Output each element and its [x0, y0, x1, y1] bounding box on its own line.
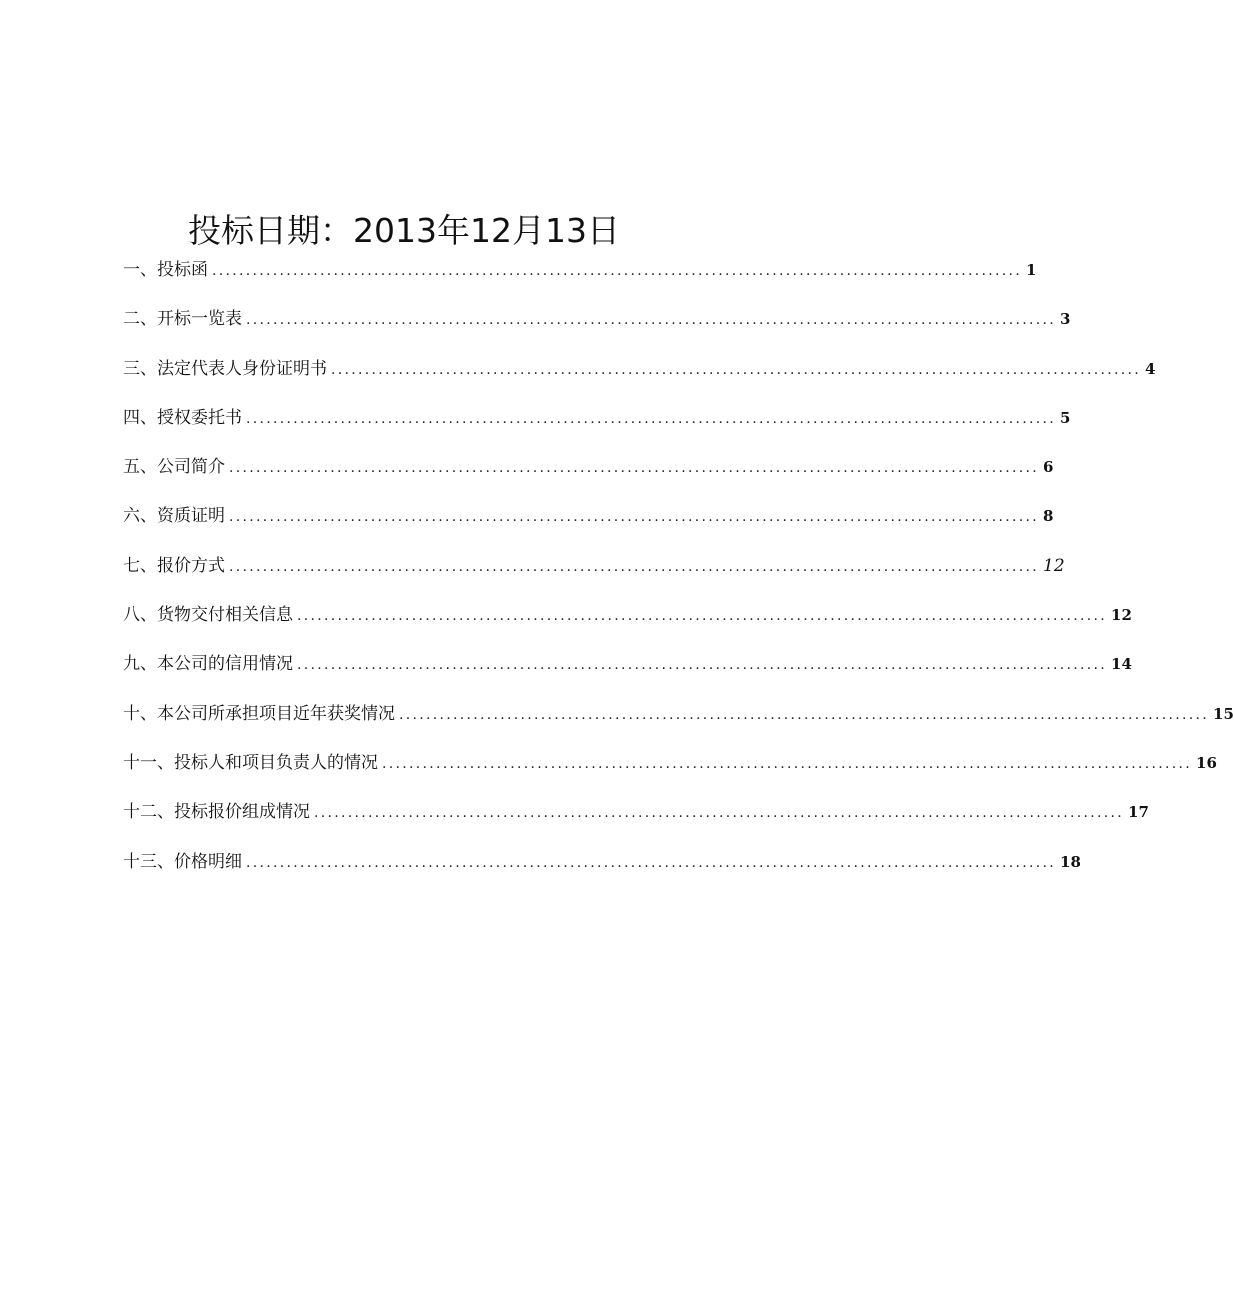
toc-dot-leader: ........................................................................................................................: [297, 657, 1108, 674]
toc-dot-leader: ........................................................................................................................: [229, 558, 1040, 575]
toc-entry-title: 一、投标函: [123, 260, 208, 280]
toc-entry-2[interactable]: [123, 300, 1071, 349]
toc-entry-title: 九、本公司的信用情况: [123, 654, 293, 675]
toc-dot-leader: ........................................................................................................................: [314, 805, 1125, 822]
toc-entry-4[interactable]: [123, 399, 1071, 448]
toc-dot-leader: ........................................................................................................................: [212, 263, 1023, 279]
toc-entry-6[interactable]: [123, 497, 1054, 546]
toc-entry-page: 5: [1060, 408, 1071, 427]
toc-entry-title: 十三、价格明细: [123, 851, 242, 872]
toc-entry-page: 4: [1145, 359, 1156, 378]
toc-entry-title: 十、本公司所承担项目近年获奖情况: [123, 703, 395, 724]
bid-date-heading: 投标日期：2013年12月13日: [188, 211, 620, 250]
toc-entry-page: 12: [1111, 606, 1132, 625]
toc-dot-leader: ........................................................................................................................: [331, 361, 1142, 378]
toc-dot-leader: ........................................................................................................................: [246, 410, 1057, 427]
toc-entry-title: 四、授权委托书: [123, 407, 242, 428]
toc-entry-10[interactable]: [123, 695, 1234, 744]
toc-entry-page: 12: [1043, 555, 1065, 576]
toc-entry-page: 8: [1043, 507, 1054, 526]
toc-entry-page: 17: [1128, 803, 1149, 822]
toc-dot-leader: ........................................................................................................................: [399, 706, 1210, 723]
toc-entry-page: 18: [1060, 852, 1081, 871]
toc-entry-1[interactable]: [123, 251, 1037, 300]
toc-dot-leader: ........................................................................................................................: [229, 460, 1040, 477]
toc-entry-title: 十二、投标报价组成情况: [123, 802, 310, 823]
toc-entry-9[interactable]: [123, 645, 1132, 694]
toc-entry-7[interactable]: [123, 547, 1065, 596]
toc-entry-title: 五、公司简介: [123, 457, 225, 478]
table-of-contents: [123, 251, 1234, 892]
toc-entry-title: 三、法定代表人身份证明书: [123, 358, 327, 379]
toc-entry-title: 七、报价方式: [123, 555, 225, 576]
toc-entry-11[interactable]: [123, 744, 1217, 793]
toc-entry-13[interactable]: [123, 843, 1081, 892]
toc-dot-leader: ........................................................................................................................: [297, 608, 1108, 625]
toc-entry-title: 八、货物交付相关信息: [123, 605, 293, 626]
toc-dot-leader: ........................................................................................................................: [246, 312, 1057, 329]
toc-entry-page: 15: [1213, 704, 1234, 723]
toc-entry-page: 1: [1026, 261, 1037, 279]
toc-entry-page: 14: [1111, 655, 1132, 674]
toc-entry-page: 16: [1196, 753, 1217, 772]
toc-entry-8[interactable]: [123, 596, 1132, 645]
toc-entry-12[interactable]: [123, 793, 1149, 842]
toc-entry-3[interactable]: [123, 350, 1156, 399]
toc-entry-page: 3: [1060, 310, 1071, 329]
toc-entry-title: 十一、投标人和项目负责人的情况: [123, 752, 378, 773]
toc-entry-title: 二、开标一览表: [123, 309, 242, 330]
toc-dot-leader: ........................................................................................................................: [382, 755, 1193, 772]
toc-entry-5[interactable]: [123, 448, 1054, 497]
toc-entry-page: 6: [1043, 458, 1054, 477]
toc-dot-leader: ........................................................................................................................: [246, 854, 1057, 871]
toc-entry-title: 六、资质证明: [123, 506, 225, 527]
toc-dot-leader: ........................................................................................................................: [229, 509, 1040, 526]
